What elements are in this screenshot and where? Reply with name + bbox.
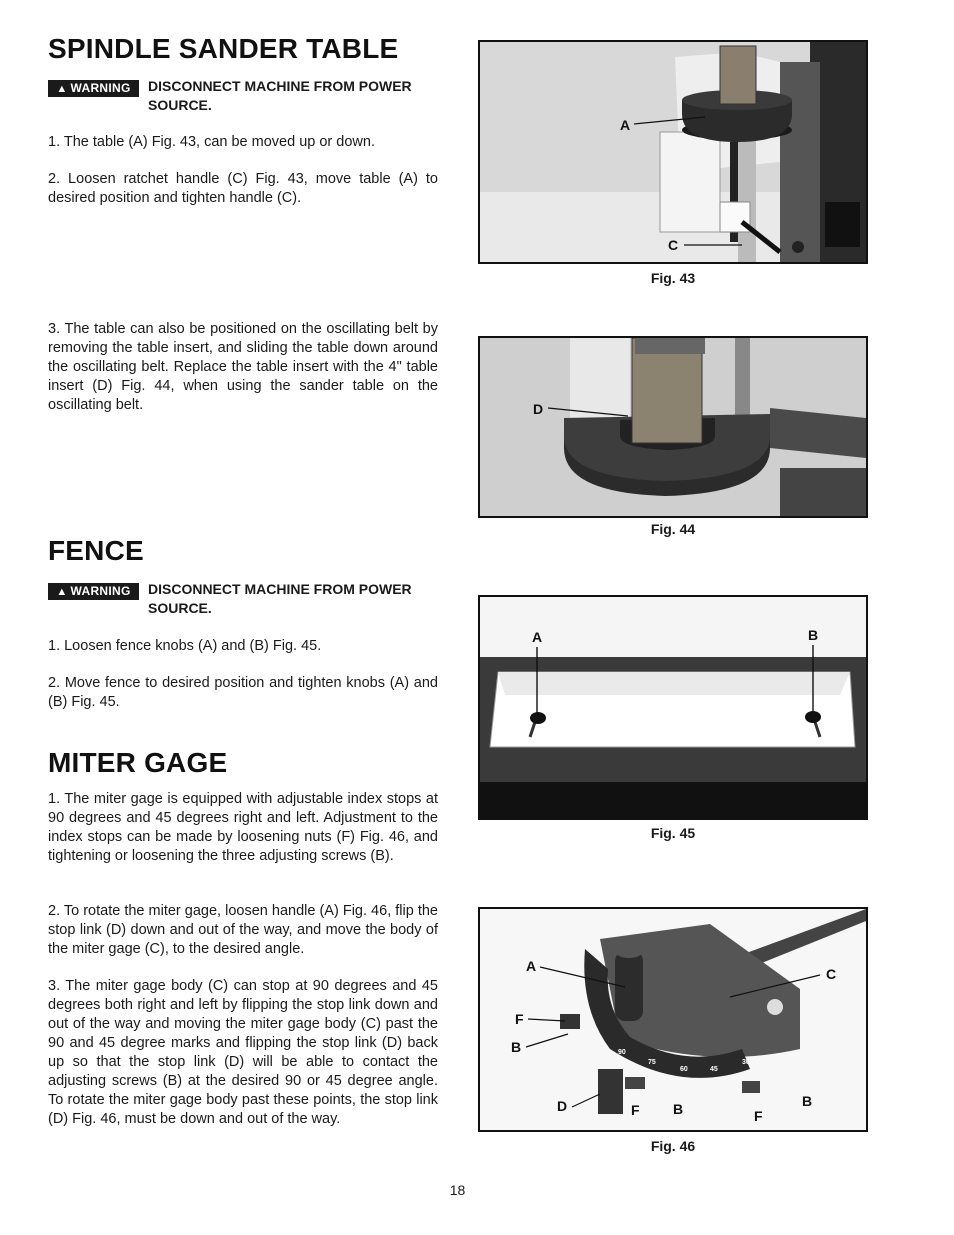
figure-46-label-a: A — [526, 958, 537, 974]
spindle-step-3: 3. The table can also be positioned on the oscillating belt by removing the table insert, and sliding the table down around the oscillating belt. Replace the table insert with the 4" table insert (D) Fig. 44, when using the sander table on the oscillating belt. — [48, 321, 438, 413]
scale-mark-75: 75 — [648, 1059, 656, 1066]
warning-badge-label: WARNING — [70, 81, 131, 95]
figure-43-photo — [478, 40, 868, 264]
figure-43-label-a: A — [620, 117, 631, 133]
figure-44-label-d: D — [533, 401, 544, 417]
spindle-step-1: 1. The table (A) Fig. 43, can be moved up or down. — [48, 134, 375, 150]
figure-46-caption: Fig. 46 — [650, 1138, 696, 1154]
page-number: 18 — [449, 1182, 466, 1198]
figure-46-label-f: F — [515, 1011, 524, 1027]
figure-46-label-b: B — [511, 1039, 522, 1055]
miter-step-3: 3. The miter gage body (C) can stop at 90 degrees and 45 degrees both right and left by flipping the stop link down and out of the way and moving the miter gage body (C) past the 90 and 45 degree marks and flipping the stop link (D) back up so that the stop link (D) will be able to contact the adjusting screws (B) at the desired 90 or 45 degree angle. To rotate the miter gage body past these points, the stop link (D) Fig. 46, must be down and out of the way. — [48, 978, 438, 1127]
scale-mark-30: 30 — [742, 1059, 750, 1066]
warning-badge — [48, 583, 139, 600]
warning-badge-label: WARNING — [70, 584, 131, 598]
warning-text: DISCONNECT MACHINE FROM POWER SOURCE. — [148, 78, 412, 113]
figure-46-label-c: C — [826, 966, 837, 982]
figure-44-caption: Fig. 44 — [650, 521, 696, 537]
scale-mark-90: 90 — [618, 1049, 626, 1056]
figure-46-photo — [478, 907, 868, 1132]
figure-46-label-f: F — [754, 1108, 763, 1124]
warning-triangle-icon: ▲ — [56, 586, 68, 598]
miter-gage-heading: MITER GAGE — [48, 747, 228, 778]
figure-45-caption: Fig. 45 — [650, 825, 696, 841]
figure-44-photo — [478, 336, 868, 518]
fence-step-1: 1. Loosen fence knobs (A) and (B) Fig. 45. — [48, 638, 322, 654]
warning-badge — [48, 80, 139, 97]
scale-mark-45: 45 — [710, 1066, 718, 1073]
figure-45-photo — [478, 595, 868, 820]
figure-46-label-d: D — [557, 1098, 568, 1114]
figure-45-label-b: B — [808, 627, 819, 643]
warning-triangle-icon: ▲ — [56, 83, 68, 95]
figure-45-label-a: A — [532, 629, 543, 645]
spindle-step-2: 2. Loosen ratchet handle (C) Fig. 43, move table (A) to desired position and tighten handle (C). — [48, 171, 438, 206]
fence-step-2: 2. Move fence to desired position and tighten knobs (A) and (B) Fig. 45. — [48, 675, 438, 710]
spindle-sander-table-heading: SPINDLE SANDER TABLE — [48, 33, 399, 64]
warning-text: DISCONNECT MACHINE FROM POWER SOURCE. — [148, 581, 412, 616]
scale-mark-60: 60 — [680, 1066, 688, 1073]
miter-step-1: 1. The miter gage is equipped with adjustable index stops at 90 degrees and 45 degrees right and left. Adjustment to the index stops can be made by loosening nuts (F) Fig. 46, and tightening or loosening the three adjusting screws (B). — [48, 791, 438, 864]
figure-46-label-b: B — [802, 1093, 813, 1109]
fence-heading: FENCE — [48, 535, 144, 566]
figure-46-label-f: F — [631, 1102, 640, 1118]
figure-46-label-b: B — [673, 1101, 684, 1117]
figure-43-label-c: C — [668, 237, 679, 253]
miter-step-2: 2. To rotate the miter gage, loosen handle (A) Fig. 46, flip the stop link (D) down and out of the way, and move the body of the miter gage (C), to the desired angle. — [48, 903, 438, 957]
figure-43-caption: Fig. 43 — [650, 270, 696, 286]
